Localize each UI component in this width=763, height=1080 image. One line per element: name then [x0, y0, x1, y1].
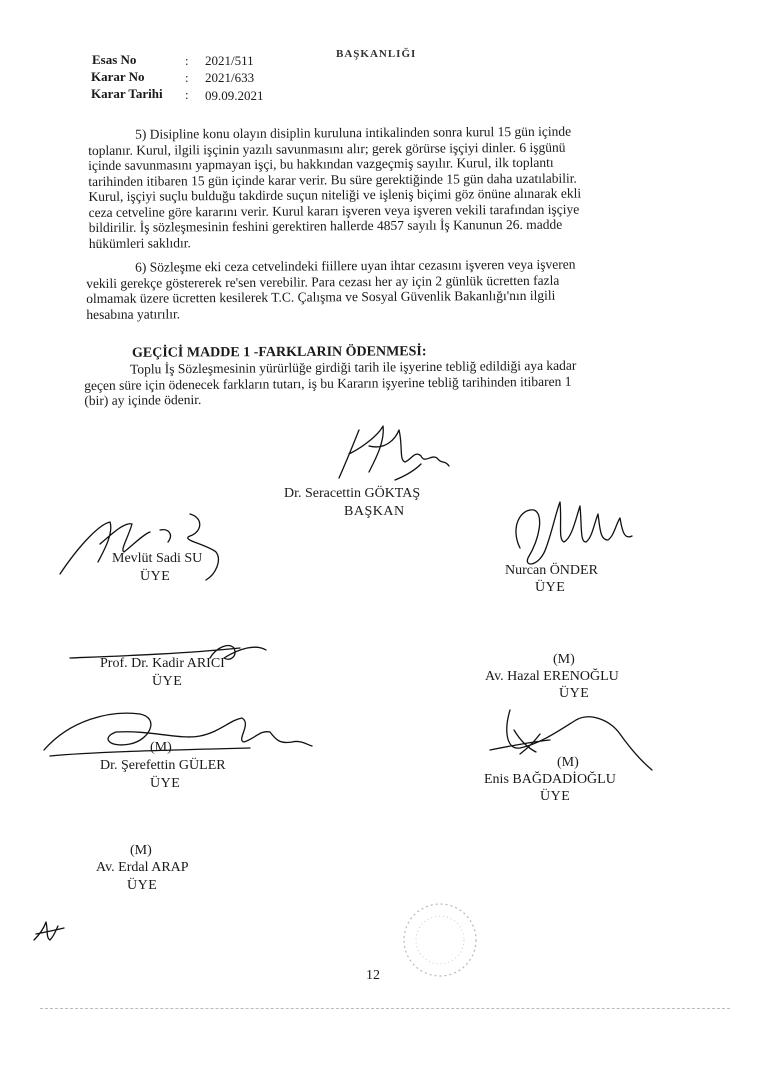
- karar-value: 2021/633: [205, 70, 255, 85]
- paragraph-line: geçen süre için ödenecek farkların tutarı, iş bu Kararın işyerine tebliğ tarihinden itibaren 1: [84, 373, 572, 393]
- page-number: 12: [366, 968, 380, 983]
- bottom-divider: [40, 1008, 730, 1009]
- signatory-name-erdal: Av. Erdal ARAP: [96, 860, 189, 875]
- stamp-image: [395, 895, 485, 985]
- esas-label: Esas No: [92, 52, 137, 67]
- signatory-role-baskan: BAŞKAN: [344, 504, 405, 519]
- signatory-name-baskan: Dr. Seracettin GÖKTAŞ: [284, 486, 421, 501]
- signatory-name-kadir: Prof. Dr. Kadir ARICI: [100, 656, 225, 671]
- paragraph-line: vekili gerekçe göstererek re'sen verebilir. Para cezası her ay için 2 günlük ücretten fazla: [86, 272, 560, 291]
- gecici-paragraph: [84, 357, 656, 408]
- karar-label: Karar No: [91, 69, 145, 84]
- esas-value: 2021/511: [205, 53, 254, 68]
- colon: :: [185, 87, 189, 102]
- paragraph-line: olmamak üzere ücretten kesilerek T.C. Çalışma ve Sosyal Güvenlik Bakanlığı'nın ilgili: [86, 287, 556, 306]
- tarih-label: Karar Tarihi: [91, 86, 163, 101]
- paragraph-line: ceza cetveline göre kararını verir. Kurul kararı işveren veya işveren vekili tarafından işçiye: [88, 201, 580, 220]
- paragraph-line: toplanır. Kurul, ilgili işçinin yazılı savunmasını alır; gerek görürse işçiyi dinler. 6 işgünü: [88, 139, 566, 158]
- signatory-name-serefettin: Dr. Şerefettin GÜLER: [100, 758, 226, 773]
- paragraph-line: hesabına yatırılır.: [86, 305, 181, 322]
- paragraph-6: [86, 256, 666, 322]
- signatory-role-hazal: ÜYE: [559, 686, 590, 701]
- signatory-role-serefettin: ÜYE: [150, 776, 181, 791]
- paragraph-line: içinde savunmasını yapmayan işçi, bu hakkından vazgeçmiş sayılır. Kurul, ilk toplantı: [88, 154, 554, 173]
- paragraph-line: tarihinden itibaren 15 gün içinde karar verir. Bu süre gerektiğinde 15 gün daha uzatılabilir.: [88, 170, 577, 189]
- paragraph-line: Toplu İş Sözleşmesinin yürürlüğe girdiği tarih ile işyerine tebliğ edildiği aya kadar: [129, 357, 577, 377]
- paragraph-line: bildirilir. İş sözleşmesinin feshini gerektiren hallerde 4857 sayılı İş Kanunun 26. madde: [88, 216, 563, 235]
- section-heading: GEÇİCİ MADDE 1 -FARKLARIN ÖDENMESİ:: [131, 344, 427, 361]
- colon: :: [185, 53, 189, 68]
- signatory-name-nurcan: Nurcan ÖNDER: [505, 563, 598, 578]
- paragraph-line: (bir) ay içinde ödenir.: [84, 391, 202, 408]
- header-fragment: BAŞKANLIĞI: [336, 48, 417, 60]
- initials-mark-image: [30, 918, 70, 948]
- signatory-name-enis: Enis BAĞDADİOĞLU: [484, 772, 616, 787]
- paragraph-5: [88, 123, 666, 251]
- paragraph-line: Kurul, işçiyi suçlu bulduğu takdirde suçun niteliği ve işleniş biçimi göz önüne alınarak ekli: [88, 185, 582, 204]
- signatory-name-mevlut: Mevlüt Sadi SU: [112, 551, 203, 566]
- paragraph-line: 6) Sözleşme eki ceza cetvelindeki fiillere uyan ihtar cezasını işveren veya işveren: [134, 256, 576, 275]
- signatory-mark-erdal: (M): [130, 843, 152, 858]
- signatory-mark-hazal: (M): [553, 652, 575, 667]
- signatory-role-nurcan: ÜYE: [535, 580, 566, 595]
- signatory-mark-enis: (M): [557, 755, 579, 770]
- signatory-role-kadir: ÜYE: [152, 674, 183, 689]
- signatory-role-mevlut: ÜYE: [140, 569, 171, 584]
- signatory-role-enis: ÜYE: [540, 789, 571, 804]
- paragraph-line: 5) Disipline konu olayın disiplin kuruluna intikalinden sonra kurul 15 gün içinde: [134, 123, 572, 142]
- colon: :: [185, 70, 189, 85]
- signatory-role-erdal: ÜYE: [127, 878, 158, 893]
- tarih-value: 09.09.2021: [205, 88, 264, 103]
- signatory-name-hazal: Av. Hazal ERENOĞLU: [485, 669, 619, 684]
- paragraph-line: hükümleri saklıdır.: [88, 234, 191, 251]
- signatory-mark-serefettin: (M): [150, 740, 172, 755]
